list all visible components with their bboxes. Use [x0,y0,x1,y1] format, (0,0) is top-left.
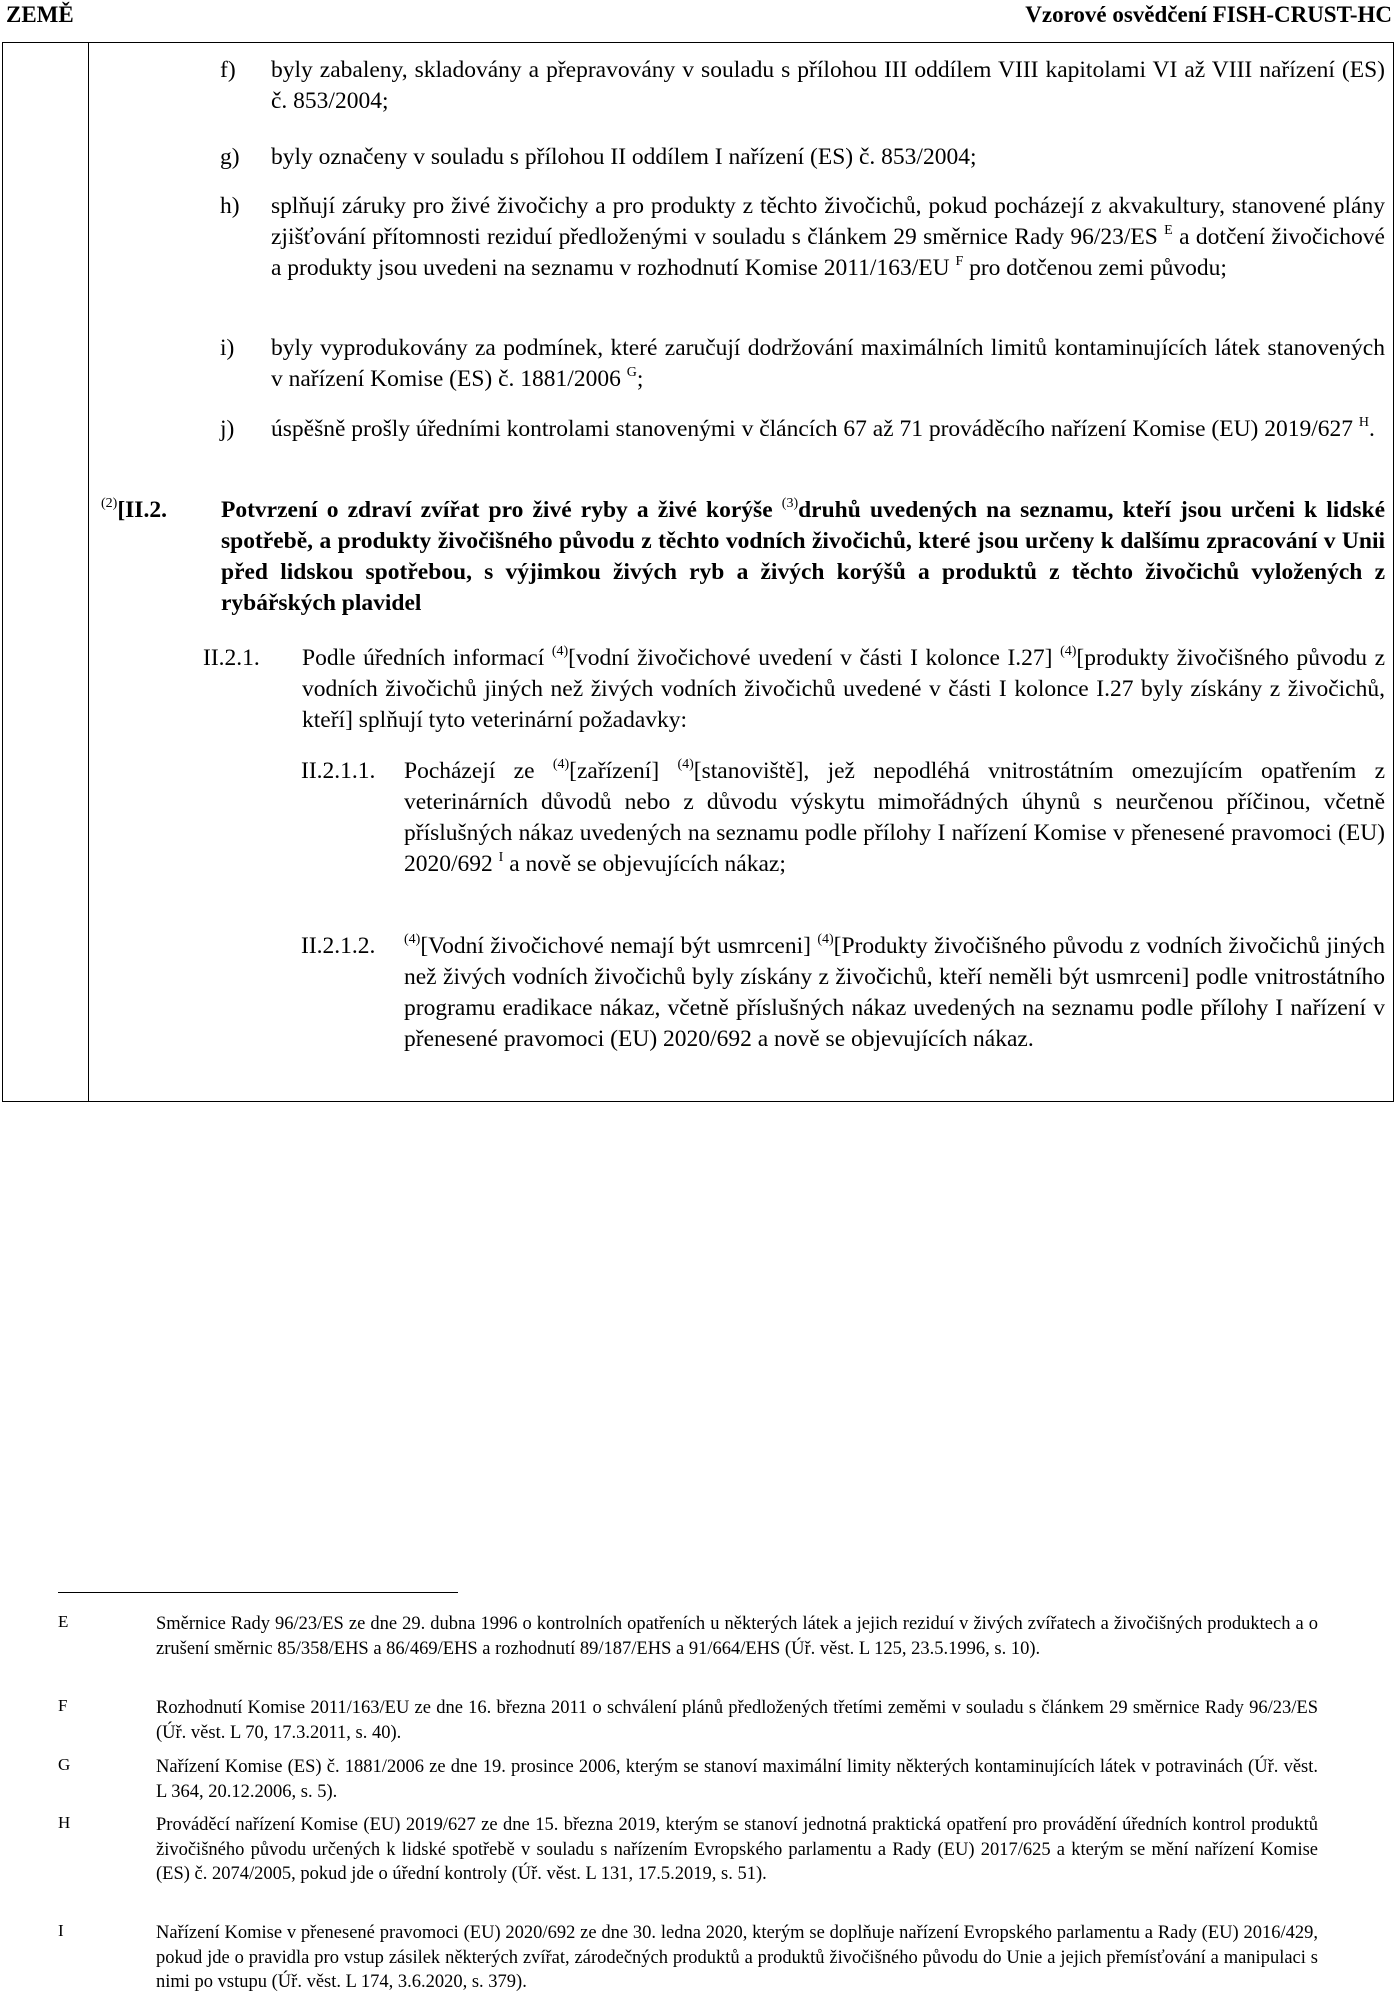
item-label-h: h) [220,193,240,219]
footnote-text-G: Nařízení Komise (ES) č. 1881/2006 ze dne 19. prosince 2006, kterým se stanoví maximální limity některých kontaminujících látek v potravinách (Úř. věst. L 364, 20.12.2006, s. 5). [156,1757,1318,1802]
item-i-text: byly vyprodukovány za podmínek, které zaručují dodržování maximálních limitů kontaminujících látek stanovených v nařízení Komise (ES) č. 1881/2006 $^G$; [271,335,1385,392]
subsection-label-II-2-1: II.2.1. [203,645,260,671]
note-ref-3: (3) [781,496,799,512]
item-label-i: i) [220,335,235,361]
certificate-table [2,42,1394,1102]
subsection-II-2-1-text: Podle úředních informací $^{(4)}$[vodní živočichové uvedení v části I kolonce I.27] $^{(4)}$[produkty živočišného původu z vodních živočichů jiných než živých vodních živočichů uvedené v části I kolonce I.27 byly získány z živočichů, kteří] splňují tyto veterinární požadavky: [302,644,1385,733]
subsection-II-2-1-1-text: Pocházejí ze $^{(4)}$[zařízení] $^{(4)}$[stanoviště], jež nepodléhá vnitrostátním omezujícím opatřením z veterinárních důvodů nebo z důvodu výskytu mimořádných úhynů s neurčenou příčinou, včetně příslušných nákaz uvedených na seznamu podle přílohy I nařízení Komise v přenesené pravomoci (EU) 2020/692 $^I$ a nově se objevujících nákaz; [404,757,1385,877]
page-header [0,0,1398,36]
subsection-label-II-2-1-2: II.2.1.2. [301,933,376,959]
header-country: ZEMĚ [6,2,74,27]
footnote-separator [58,1592,458,1593]
table-column-divider [88,43,89,1101]
subsection-II-2-1-2-text: $^{(4)}$[Vodní živočichové nemají být usmrceni] $^{(4)}$[Produkty živočišného původu z vodních živočichů jiných než živých vodních živočichů byly získány z živočichů, kteří neměli být usmrceni] podle vnitrostátního programu eradikace nákaz, včetně příslušných nákaz uvedených na seznamu podle přílohy I nařízení v přenesené pravomoci (EU) 2020/692 a nově se objevujících nákaz. [404,932,1385,1052]
footnote-mark-E: E [58,1612,69,1631]
header-certificate-title: Vzorové osvědčení FISH-CRUST-HC [1025,2,1392,27]
footnote-mark-G: G [58,1755,71,1774]
footnote-ref-F: F [955,254,964,270]
subsection-label-II-2-1-1: II.2.1.1. [301,758,376,784]
item-g-text: byly označeny v souladu s přílohou II oddílem I nařízení (ES) č. 853/2004; [271,144,977,170]
footnote-ref-G: G [626,365,637,381]
footnote-text-I: Nařízení Komise v přenesené pravomoci (EU) 2020/692 ze dne 30. ledna 2020, kterým se doplňuje nařízení Evropského parlamentu a Rady (EU) 2016/429, pokud jde o pravidla pro vstup zásilek některých zvířat, zárodečných produktů a produktů živočišného původu do Unie a jejich přemísťování a manipulaci s nimi po vstupu (Úř. věst. L 174, 3.6.2020, s. 379). [156,1923,1318,1992]
footnote-ref-H: H [1358,415,1370,431]
section-title: Potvrzení o zdraví zvířat pro živé ryby a živé korýše $^{(3)}$druhů uvedených na seznamu, kteří jsou určeni k lidské spotřebě, a produkty živočišného původu z těchto vodních živočichů, které jsou určeny k dalšímu zpracování v Unii před lidskou spotřebou, s výjimkou živých ryb a živých korýšů a produktů z těchto živočichů vyložených z rybářských plavidel [221,496,1386,616]
footnote-text-H: Prováděcí nařízení Komise (EU) 2019/627 ze dne 15. března 2019, kterým se stanoví jednotná praktická opatření pro provádění úředních kontrol produktů živočišného původu určených k lidské spotřebě v souladu s nařízením Evropského parlamentu a Rady (EU) 2017/625 a kterým se mění nařízení Komise (ES) č. 2074/2005, pokud jde o úřední kontroly (Úř. věst. L 131, 17.5.2019, s. 51). [156,1815,1318,1884]
footnote-ref-I: I [498,850,504,866]
item-h-text: splňují záruky pro živé živočichy a pro produkty z těchto živočichů, pokud pocházejí z akvakultury, stanovené plány zjišťování přítomnosti reziduí předloženými v souladu s článkem 29 směrnice Rady 96/23/ES $^E$ a dotčení živočichové a produkty jsou uvedeni na seznamu v rozhodnutí Komise 2011/163/EU $^F$ pro dotčenou zemi původu; [271,193,1385,281]
section-label: $^{(2)}$[II.2. [101,496,167,523]
footnote-mark-F: F [58,1696,68,1715]
footnote-mark-I: I [58,1921,64,1940]
footnote-text-F: Rozhodnutí Komise 2011/163/EU ze dne 16. března 2011 o schválení plánů předložených třetími zeměmi v souladu s článkem 29 směrnice Rady 96/23/ES (Úř. věst. L 70, 17.3.2011, s. 40). [156,1698,1318,1743]
item-label-f: f) [220,57,236,83]
item-f-text: byly zabaleny, skladovány a přepravovány v souladu s přílohou III oddílem VIII kapitolami VI až VIII nařízení (ES) č. 853/2004; [271,57,1385,114]
item-label-g: g) [220,144,240,170]
item-label-j: j) [220,416,235,442]
footnote-mark-H: H [58,1813,71,1832]
item-j-text: úspěšně prošly úředními kontrolami stanovenými v článcích 67 až 71 prováděcího nařízení Komise (EU) 2019/627 $^H$. [271,415,1375,442]
footnote-ref-E: E [1164,223,1173,239]
footnote-text-E: Směrnice Rady 96/23/ES ze dne 29. dubna 1996 o kontrolních opatřeních u některých látek a jejich reziduí v živých zvířatech a živočišných produktech a o zrušení směrnic 85/358/EHS a 86/469/EHS a rozhodnutí 89/187/EHS a 91/664/EHS (Úř. věst. L 125, 23.5.1996, s. 10). [156,1614,1318,1659]
